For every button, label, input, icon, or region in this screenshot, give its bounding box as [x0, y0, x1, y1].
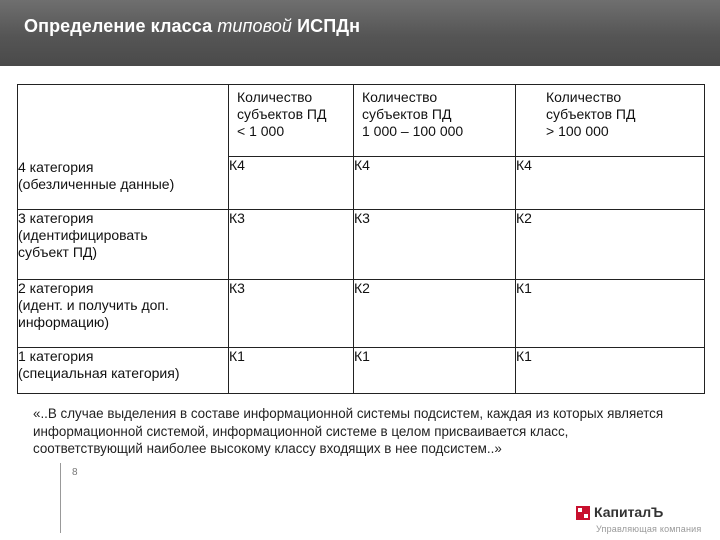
company-logo	[576, 506, 706, 540]
row-label	[18, 157, 229, 210]
title-suffix-text: ИСПДн	[291, 16, 361, 36]
class-table	[17, 84, 704, 388]
column-header	[229, 85, 354, 157]
column-header-line: Количество	[362, 89, 438, 105]
column-header-line: субъектов ПД	[546, 106, 636, 122]
table-row	[18, 348, 705, 394]
table-cell: К3	[229, 210, 354, 280]
header-row	[18, 85, 705, 157]
column-header	[354, 85, 516, 157]
row-label-line: 2 категория	[18, 280, 94, 296]
table-cell: К2	[516, 210, 705, 280]
page-title	[24, 16, 360, 37]
row-label-line: (идентифицировать	[18, 227, 148, 243]
page-number: 8	[72, 467, 78, 478]
corner-cell	[18, 85, 229, 157]
table-cell: К4	[354, 157, 516, 210]
row-label	[18, 210, 229, 280]
column-header-line: > 100 000	[546, 123, 609, 139]
column-header-line: субъектов ПД	[237, 106, 327, 122]
column-header-line: субъектов ПД	[362, 106, 452, 122]
title-italic-text: типовой	[217, 16, 292, 36]
row-label-line: (обезличенные данные)	[18, 175, 175, 192]
row-label-line: информацию)	[18, 314, 110, 330]
table-row	[18, 157, 705, 210]
column-header-line: < 1 000	[237, 123, 285, 139]
row-label-line: 1 категория	[18, 348, 94, 364]
row-label-line: 3 категория	[18, 210, 94, 226]
table-cell: К1	[516, 348, 705, 394]
column-header-line: Количество	[237, 89, 313, 105]
logo-tagline: Управляющая компания	[596, 524, 702, 534]
column-header-line: 1 000 – 100 000	[362, 123, 464, 139]
table-cell: К4	[229, 157, 354, 210]
table-cell: К1	[229, 348, 354, 394]
row-label	[18, 280, 229, 348]
quote-note: «..В случае выделения в составе информационной системы подсистем, каждая из которых является информационной системой, информационной системе в целом присваивается класс, соответствующий наиболее высокому классу входящих в нее подсистем..»	[33, 406, 664, 456]
row-label-line: 4 категория	[18, 158, 94, 175]
row-label-line: субъект ПД)	[18, 244, 98, 260]
column-header	[516, 85, 705, 157]
logo-name: КапиталЪ	[594, 504, 664, 520]
table-cell: К3	[354, 210, 516, 280]
title-text: Определение класса	[24, 16, 218, 36]
row-label-line: (идент. и получить доп.	[18, 297, 169, 313]
page-divider	[60, 463, 78, 533]
table-cell: К4	[516, 157, 705, 210]
title-bar	[0, 0, 720, 66]
table-row	[18, 210, 705, 280]
table-cell: К1	[516, 280, 705, 348]
table-cell: К1	[354, 348, 516, 394]
logo-mark-icon	[576, 506, 590, 520]
table-cell: К2	[354, 280, 516, 348]
row-label-line: (специальная категория)	[18, 365, 180, 381]
column-header-line: Количество	[546, 89, 622, 105]
table-cell: К3	[229, 280, 354, 348]
row-label	[18, 348, 229, 394]
table-row	[18, 280, 705, 348]
